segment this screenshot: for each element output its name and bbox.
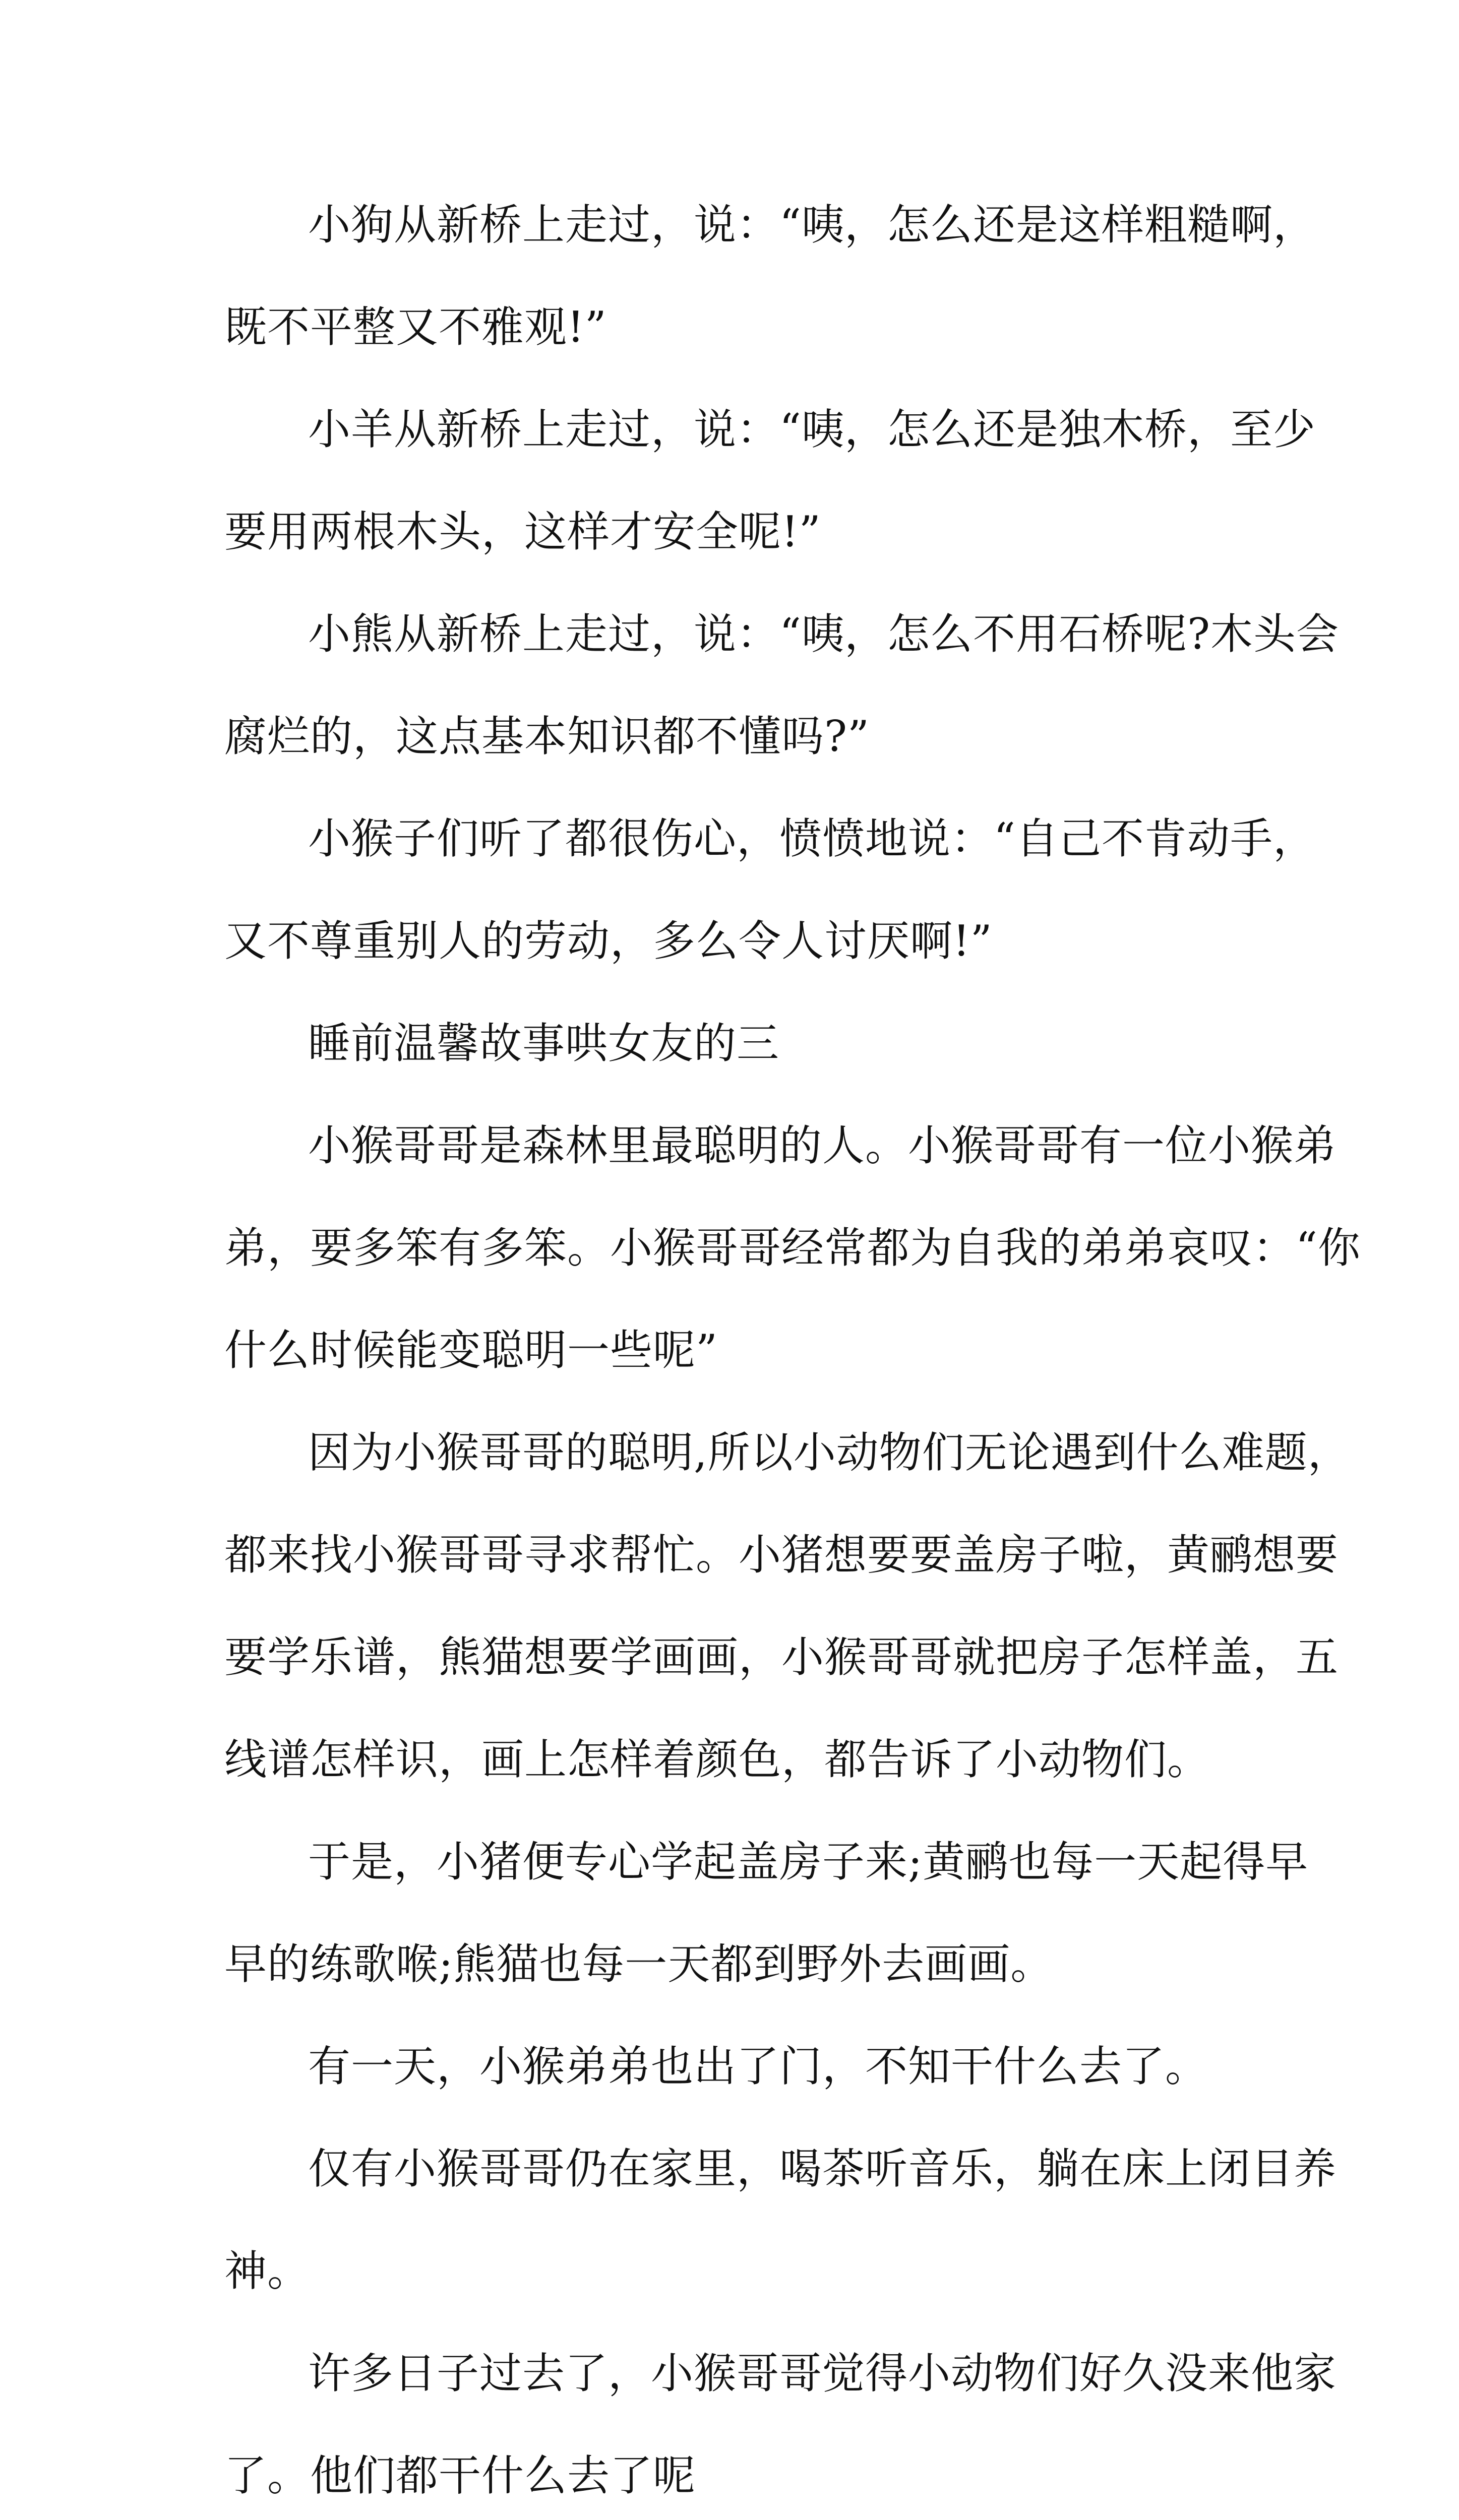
text-line: 又不尊重别人的劳动，多么令人讨厌啊!” (224, 916, 993, 966)
text-line: 有一天，小猴弟弟也出了门，不知干什么去了。 (308, 2042, 1208, 2091)
text-line: 早的练歌喉;熊猫也每一天都到野外去画画。 (224, 1939, 1054, 1989)
text-line: 了。他们都干什么去了呢 (224, 2451, 696, 2500)
text-line: 因为小猴哥哥的聪明,所以小动物们无论遇到什么难题， (308, 1428, 1351, 1477)
document-body (224, 174, 1361, 2520)
text-line: 小狗从新桥上走过，说：“咦，怎么还是这样粗糙啊， (308, 200, 1316, 249)
text-line: 于是，小猪便专心学起盖房子来;黄鹂也每一天起得早 (308, 1837, 1309, 1886)
text-line: 神。 (224, 2246, 311, 2296)
text-line: 弟，要多笨有多笨。小猴哥哥经常都为自我的弟弟哀叹：“你 (224, 1223, 1361, 1273)
text-line: 要用两根木头，这样才安全呢!” (224, 507, 821, 556)
text-line: 小猴子们听了都很伤心，愤愤地说：“自己不肯动手， (308, 814, 1316, 863)
text-line: 既不平整又不雅观!” (224, 302, 607, 352)
text-line: 小猴哥哥是森林里最聪明的人。小猴哥哥有一位小猴弟 (308, 1121, 1337, 1170)
text-line: 小熊从新桥上走过，说：“咦，怎么不用石桥呢?木头会 (308, 609, 1339, 659)
text-line: 要学乐谱，熊猫想要学画画，小猴哥哥就把房子怎样盖，五 (224, 1632, 1339, 1682)
text-line: 睡前温馨故事哄女友的三 (308, 1019, 780, 1068)
text-line: 小羊从新桥上走过，说：“咦，怎么还是独木桥，至少 (308, 405, 1316, 454)
text-line: 线谱怎样识，画上怎样着颜色，都告诉了小动物们。 (224, 1735, 1210, 1784)
text-line: 许多日子过去了，小猴哥哥觉得小动物们好久没来他家 (308, 2349, 1337, 2398)
text-line: 都来找小猴哥哥寻求帮忙。小猪想要要盖房子啦，黄鹂想要 (224, 1530, 1339, 1580)
text-line: 腐烂的，这点基本知识都不懂吗?” (224, 712, 870, 761)
text-line: 仅有小猴哥哥仍在家里，喝茶听音乐，躺在床上闭目养 (308, 2144, 1337, 2193)
text-line: 什么时候能变聪明一些呢” (224, 1326, 718, 1375)
